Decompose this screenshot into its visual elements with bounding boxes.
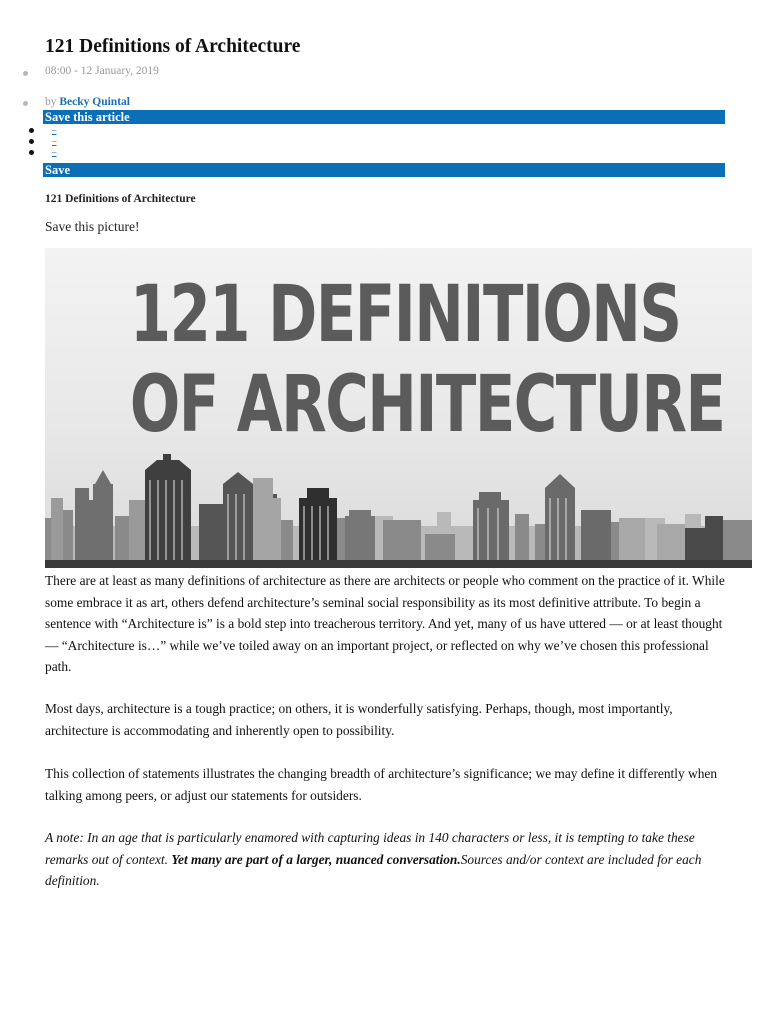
note-text-emphasis: Yet many are part of a larger, nuanced conversation. xyxy=(171,851,461,867)
note-paragraph xyxy=(45,827,725,892)
body-paragraph-2: Most days, architecture is a tough practice; on others, it is wonderfully satisfying. Perhaps, though, most importantly, architecture is accommodating and inherently open to possibility. xyxy=(45,701,673,738)
author-link[interactable]: Becky Quintal xyxy=(59,96,130,108)
list-bullet xyxy=(29,150,34,155)
intro-paragraph: There are at least as many definitions of architecture as there are architects or people who comment on the practice of it. While some embrace it as art, others defend architecture’s seminal social responsibility as its most definitive attribute. To begin a sentence with “Architecture is” is a bold step into treacherous territory. And yet, many of us have uttered — or at least thought— “Architecture is…” while we’ve toiled away on an important project, or reflected on why we’ve chosen this professional path. xyxy=(45,573,725,674)
hero-title-line-2: OF ARCHITECTURE xyxy=(129,360,725,450)
hero-title-line-1: 121 DEFINITIONS xyxy=(129,270,681,360)
list-bullet xyxy=(29,139,34,144)
save-article-button[interactable]: Save this article xyxy=(43,110,725,124)
share-link-2[interactable]: – xyxy=(52,136,57,146)
publish-date: 08:00 - 12 January, 2019 xyxy=(45,65,159,77)
author-byline xyxy=(45,96,130,108)
hero-image[interactable] xyxy=(45,248,752,568)
city-skyline-illustration xyxy=(45,248,752,568)
list-bullet xyxy=(29,128,34,133)
share-link-3[interactable]: – xyxy=(52,147,57,157)
author-prefix: by xyxy=(45,96,57,108)
page-title: 121 Definitions of Architecture xyxy=(45,36,301,57)
share-link-1[interactable]: – xyxy=(52,125,57,135)
body-paragraph-3: This collection of statements illustrates the changing breadth of architecture’s significance; we may define it differently when talking among peers, or adjust our statements for outsiders. xyxy=(45,766,718,803)
list-bullet xyxy=(23,71,28,76)
figure-caption: 121 Definitions of Architecture xyxy=(45,193,196,205)
note-text-intro: A note: In an age that is particularly enamored with capturing ideas in 140 characters or less, it is tempting to take these remarks out of context. xyxy=(45,830,695,867)
save-picture-link[interactable]: Save this picture! xyxy=(45,219,140,234)
list-bullet xyxy=(23,101,28,106)
note-text-sources: Sources and/or context are included for each definition. xyxy=(45,851,702,888)
save-button[interactable]: Save xyxy=(43,163,725,177)
